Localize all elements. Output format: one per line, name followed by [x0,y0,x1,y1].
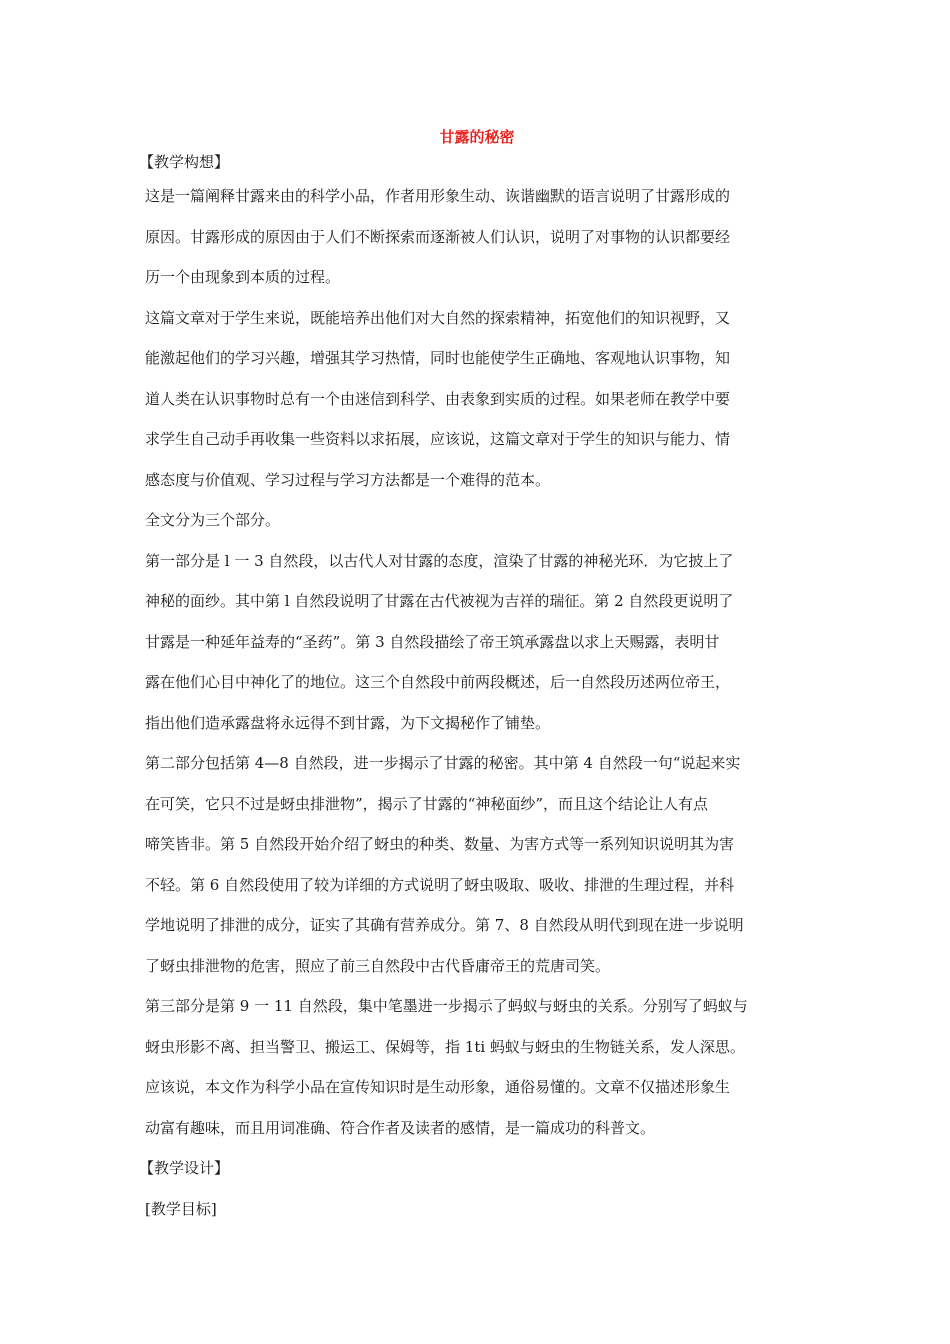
text-line: 第二部分包括第 4—8 自然段，进一步揭示了甘露的秘密。其中第 4 自然段一句“说起来实 [145,754,741,772]
text-line: 这是一篇阐释甘露来由的科学小品，作者用形象生动、诙谐幽默的语言说明了甘露形成的 [145,187,731,205]
paragraph-intro [145,176,809,298]
text-line: 原因。甘露形成的原因由于人们不断探索而逐渐被人们认识，说明了对事物的认识都要经 [145,227,731,246]
text-line: 啼笑皆非。第 5 自然段开始介绍了蚜虫的种类、数量、为害方式等一系列知识说明其为害 [145,835,735,853]
paragraph-part-one [145,541,809,744]
section-heading-teaching-design-wrap [139,1148,809,1189]
text-line: 第三部分是第 9 一 11 自然段，集中笔墨进一步揭示了蚂蚁与蚜虫的关系。分别写了蚂蚁与 [145,997,748,1015]
text-line: 能激起他们的学习兴趣，增强其学习热情，同时也能使学生正确地、客观地认识事物，知 [145,349,731,367]
text-line: 求学生自己动手再收集一些资料以求拓展，应该说，这篇文章对于学生的知识与能力、情 [145,430,731,448]
text-line: 历一个由现象到本质的过程。 [145,268,341,286]
text-line: 这篇文章对于学生来说，既能培养出他们对大自然的探索精神，拓宽他们的知识视野，又 [145,308,731,327]
text-line: 神秘的面纱。其中第 l 自然段说明了甘露在古代被视为吉祥的瑞征。第 2 自然段更说明了 [145,592,734,610]
text-line: 学地说明了排泄的成分，证实了其确有营养成分。第 7、8 自然段从明代到现在进一步说明 [145,916,744,934]
section-heading-teaching-goals-wrap [145,1189,809,1230]
paragraph-structure [145,500,809,541]
text-line: 露在他们心目中神化了的地位。这三个自然段中前两段概述，后一自然段历述两位帝王， [145,673,731,691]
text-line: 甘露是一种延年益寿的“圣药”。第 3 自然段描绘了帝王筑承露盘以求上天赐露，表明甘 [145,632,720,651]
text-line: 动富有趣味，而且用词准确、符合作者及读者的感情，是一篇成功的科普文。 [145,1118,656,1137]
document-title: 甘露的秘密 [439,128,515,146]
text-line: 应该说，本文作为科学小品在宣传知识时是生动形象，通俗易懂的。文章不仅描述形象生 [145,1078,731,1096]
document-page [139,126,809,1229]
paragraph-part-two [145,743,809,986]
text-line: 第一部分是 l 一 3 自然段，以古代人对甘露的态度，渲染了甘露的神秘光环．为它披上了 [145,551,734,570]
section-heading-teaching-goals: [教学目标] [145,1199,217,1218]
text-line: 道人类在认识事物时总有一个由迷信到科学、由表象到实质的过程。如果老师在教学中要 [145,389,731,408]
text-line: 指出他们造承露盘将永远得不到甘露，为下文揭秘作了铺垫。 [145,713,551,732]
section-heading-teaching-concept: 【教学构想】 [139,153,230,171]
text-line: 了蚜虫排泄物的危害，照应了前三自然段中古代昏庸帝王的荒唐司笑。 [145,956,611,975]
text-line: 不轻。第 6 自然段使用了较为详细的方式说明了蚜虫吸取、吸收、排泄的生理过程，并科 [145,875,735,894]
text-line: 全文分为三个部分。 [145,511,281,529]
text-line: 感态度与价值观、学习过程与学习方法都是一个难得的范本。 [145,470,551,489]
section-heading-teaching-design: 【教学设计】 [139,1159,230,1177]
paragraph-part-three [145,986,809,1148]
paragraph-significance [145,298,809,501]
text-line: 蚜虫形影不离、担当警卫、搬运工、保姆等，指 1ti 蚂蚁与蚜虫的生物链关系，发人深思。 [145,1037,745,1056]
text-line: 在可笑，它只不过是蚜虫排泄物”，揭示了甘露的“神秘面纱”，而且这个结论让人有点 [145,794,709,813]
